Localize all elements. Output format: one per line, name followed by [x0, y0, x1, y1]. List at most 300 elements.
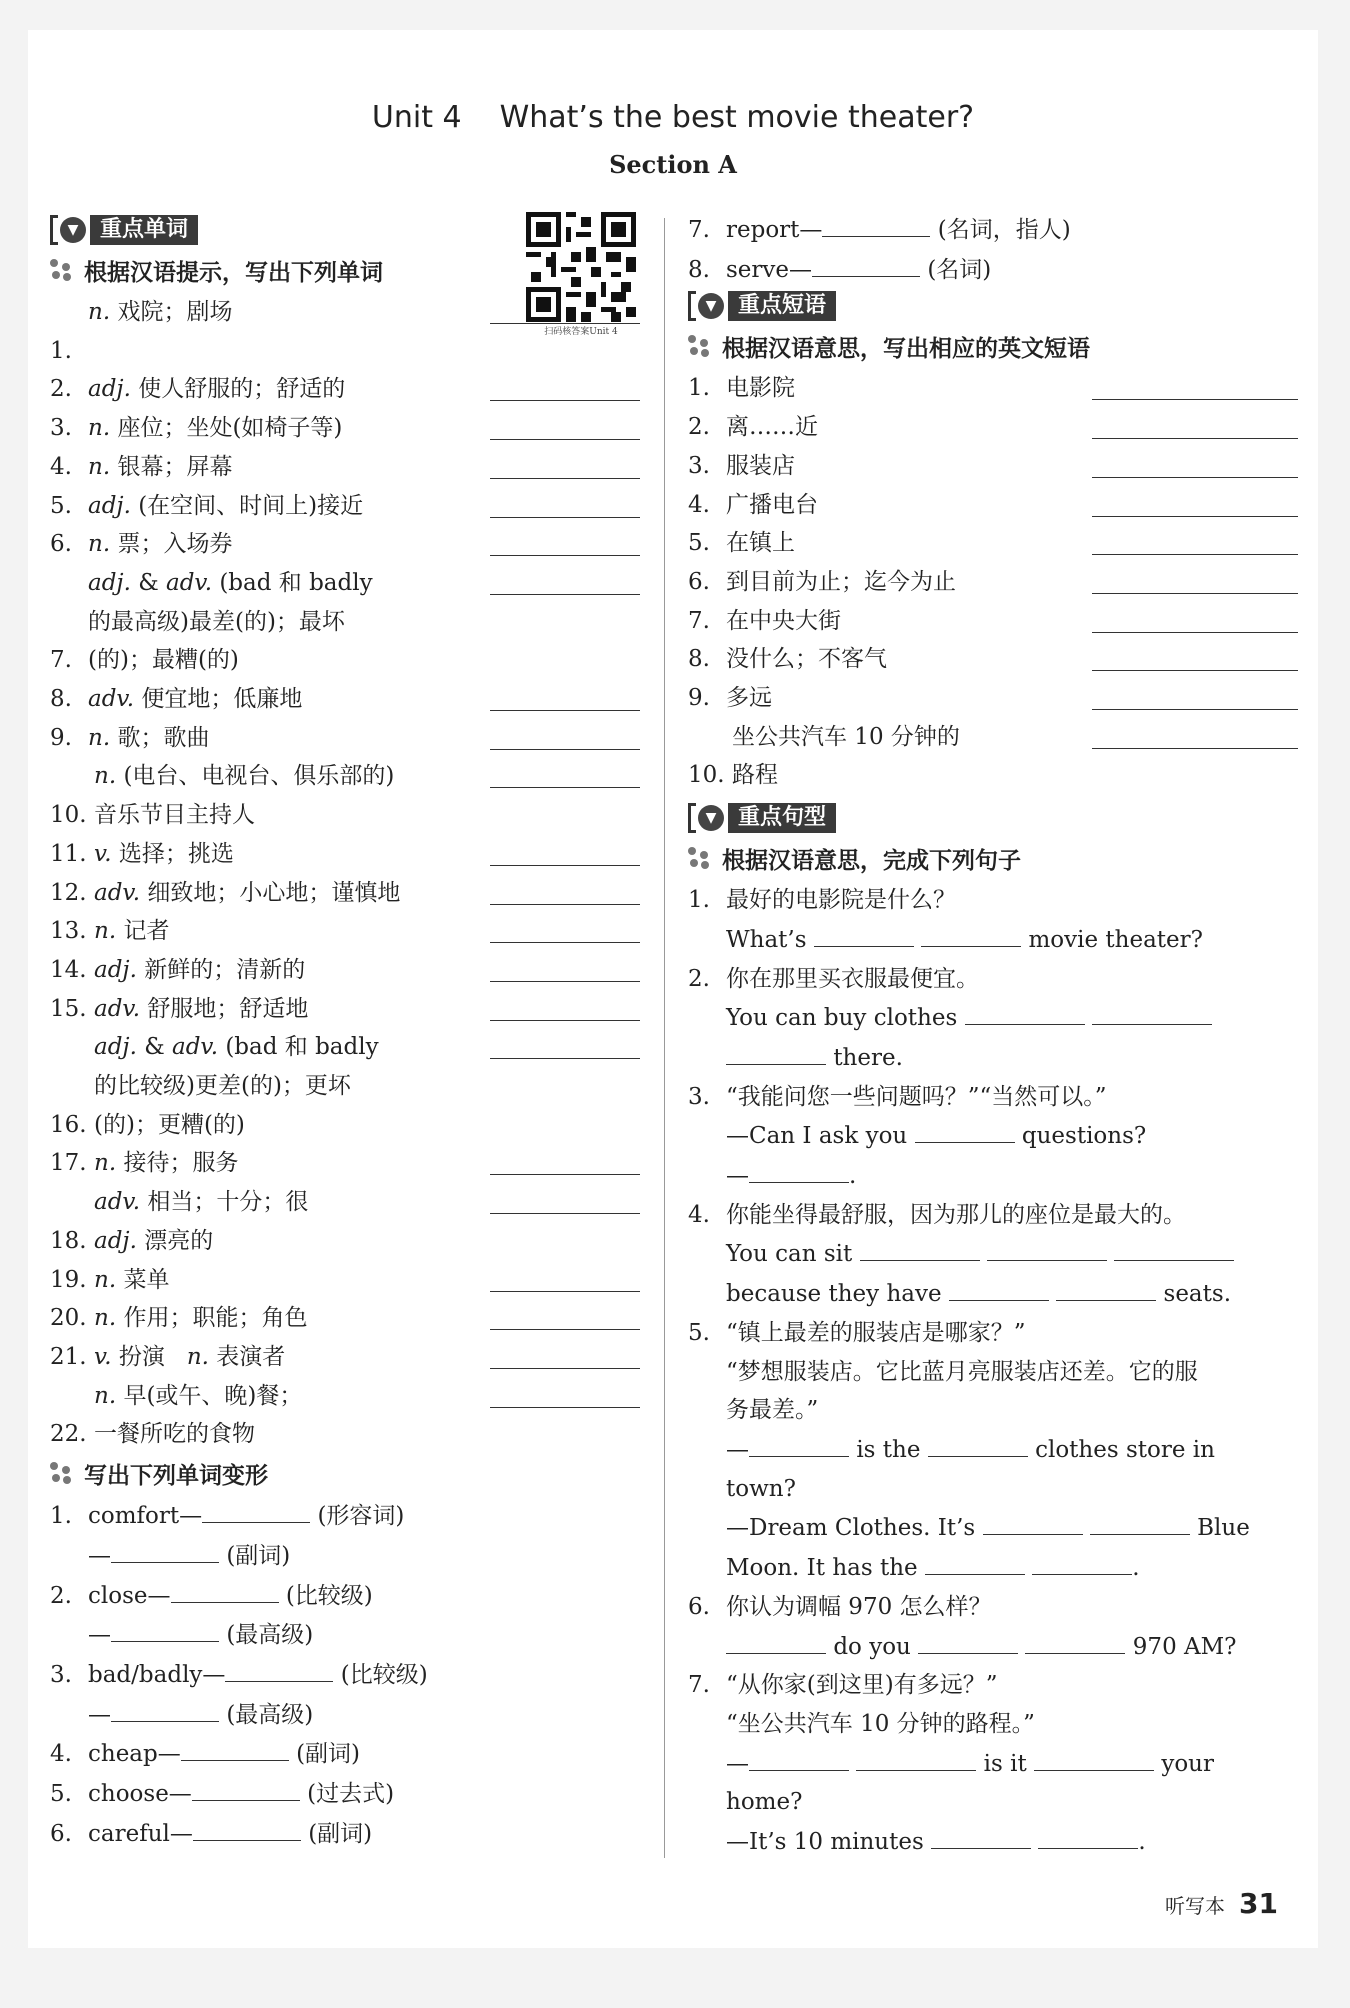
item-number: 3.	[688, 452, 710, 479]
answer-blank[interactable]	[1092, 640, 1298, 671]
list-item	[50, 719, 640, 758]
answer-blank[interactable]	[202, 1496, 310, 1523]
answer-blank[interactable]	[1092, 408, 1298, 439]
item-number: 2.	[50, 1582, 72, 1609]
form-item: — (最高级)	[50, 1615, 640, 1655]
answer-blank[interactable]	[1038, 1822, 1138, 1849]
item-number: 1.	[688, 375, 710, 402]
word: report—	[726, 217, 823, 243]
item-text: 细致地；小心地；谨慎地	[147, 879, 401, 906]
answer-blank[interactable]	[490, 409, 640, 440]
part-of-speech: adj.	[88, 569, 131, 596]
list-item	[50, 1338, 640, 1377]
form-item	[50, 1814, 640, 1854]
form-item	[688, 210, 1298, 250]
item-text: 路程	[732, 762, 778, 789]
dots-icon	[50, 1462, 72, 1484]
part-of-speech: adj.	[94, 1227, 137, 1254]
hint: (比较级)	[340, 1661, 428, 1688]
list-item	[688, 369, 1298, 408]
answer-blank[interactable]	[490, 1377, 640, 1408]
item-number: 5.	[50, 1781, 72, 1808]
sentence-text: is the	[856, 1436, 921, 1463]
item-number: 7.	[50, 647, 72, 674]
list-item	[688, 640, 1298, 679]
item-number: 6.	[688, 568, 710, 595]
list-item	[50, 1028, 640, 1144]
unit-label: Unit 4	[371, 100, 462, 135]
word: choose—	[88, 1781, 192, 1808]
instruction-text: 写出下列单词变形	[84, 1462, 268, 1489]
sentence-text: Blue	[1197, 1515, 1250, 1542]
answer-blank[interactable]	[490, 874, 640, 905]
answer-blank[interactable]	[490, 1299, 640, 1330]
list-item	[50, 1261, 640, 1300]
item-number: 6.	[50, 531, 72, 558]
item-number: 15.	[50, 995, 87, 1022]
answer-blank[interactable]	[814, 920, 914, 947]
item-text: 歌；歌曲	[117, 724, 210, 751]
item-text: 坐公共汽车 10 分钟的	[732, 723, 960, 750]
part-of-speech: n.	[88, 415, 111, 442]
banner-label: 重点单词	[90, 215, 198, 245]
sentence-text: 970 AM?	[1132, 1633, 1237, 1660]
item-number: 7.	[688, 1672, 710, 1699]
item-number: 8.	[688, 646, 710, 673]
item-text: 漂亮的	[144, 1227, 214, 1254]
item-number: 9.	[50, 724, 72, 751]
answer-blank[interactable]	[225, 1655, 333, 1682]
list-item	[50, 293, 640, 370]
answer-blank[interactable]	[171, 1576, 279, 1603]
item-number: 17.	[50, 1150, 87, 1177]
item-text: 表演者	[216, 1343, 286, 1370]
item-text: 接待；服务	[123, 1150, 239, 1177]
list-item	[50, 409, 640, 448]
answer-blank[interactable]	[921, 920, 1021, 947]
sentence-cn: 你在那里买衣服最便宜。	[726, 965, 979, 992]
ampersand: &	[138, 569, 159, 596]
sentence-text: —Can I ask you	[726, 1123, 908, 1150]
item-number: 21.	[50, 1343, 87, 1370]
answer-blank[interactable]	[490, 1183, 640, 1214]
answer-blank[interactable]	[1092, 718, 1298, 749]
form-item	[50, 1655, 640, 1695]
answer-blank[interactable]	[1114, 1234, 1234, 1261]
sentences-banner	[688, 803, 836, 833]
item-text: (的)；最糟(的)	[88, 647, 239, 674]
part-of-speech: n.	[94, 918, 117, 945]
sentence-item	[688, 1666, 1298, 1705]
item-text: 多远	[726, 685, 772, 712]
answer-blank[interactable]	[490, 951, 640, 982]
answer-blank[interactable]	[983, 1508, 1083, 1535]
qr-caption: 扫码核答案Unit 4	[544, 327, 618, 337]
form-item	[50, 1576, 640, 1616]
item-number: 18.	[50, 1227, 87, 1254]
item-text: 的比较级)更差(的)；更坏	[94, 1073, 351, 1100]
item-number: 3.	[50, 1661, 72, 1688]
dots-icon	[688, 335, 710, 357]
answer-blank[interactable]	[1056, 1274, 1156, 1301]
answer-blank[interactable]	[918, 1627, 1018, 1654]
part-of-speech: adv.	[94, 879, 141, 906]
footer-label: 听写本	[1165, 1894, 1226, 1918]
bracket-icon	[688, 291, 696, 321]
list-item	[50, 912, 640, 951]
sentence-cn: 务最差。”	[726, 1397, 819, 1424]
answer-blank[interactable]	[490, 293, 640, 324]
item-number: 6.	[50, 1820, 72, 1847]
chevron-down-icon: ▼	[60, 217, 86, 243]
sentence-item	[688, 1196, 1298, 1235]
item-number: 4.	[688, 491, 710, 518]
left-column	[50, 213, 640, 1853]
form-item	[50, 1774, 640, 1814]
answer-blank[interactable]	[812, 250, 920, 277]
part-of-speech: n.	[186, 1343, 209, 1370]
answer-blank[interactable]	[1092, 563, 1298, 594]
answer-blank[interactable]	[1092, 602, 1298, 633]
list-item	[50, 1144, 640, 1183]
list-item	[688, 486, 1298, 525]
list-item	[50, 370, 640, 409]
sentences-instruction	[688, 841, 1298, 875]
answer-blank[interactable]	[856, 1744, 976, 1771]
item-text: 在镇上	[726, 530, 795, 557]
item-number: 9.	[688, 685, 710, 712]
sentence-line	[688, 1116, 1298, 1156]
item-text: 广播电台	[726, 491, 818, 518]
sentence-text: —	[726, 1750, 749, 1777]
bracket-icon	[50, 215, 58, 245]
sentence-item	[688, 960, 1298, 999]
answer-blank[interactable]	[490, 525, 640, 556]
sentence-item	[688, 1314, 1298, 1353]
sentence-text: questions?	[1021, 1123, 1147, 1150]
answer-blank[interactable]	[928, 1430, 1028, 1457]
sentence-line	[688, 1548, 1298, 1588]
instruction-text: 根据汉语提示，写出下列单词	[84, 259, 383, 286]
item-text: 戏院；剧场	[117, 299, 233, 325]
answer-blank[interactable]	[490, 487, 640, 518]
word: serve—	[726, 256, 813, 283]
sentence-cn: “从你家(到这里)有多远？”	[726, 1672, 998, 1699]
answer-blank[interactable]	[490, 1028, 640, 1059]
sentence-item	[688, 1078, 1298, 1117]
answer-blank[interactable]	[749, 1430, 849, 1457]
part-of-speech: n.	[94, 1305, 117, 1332]
item-text: (在空间、时间上)接近	[138, 492, 364, 519]
item-number: 10.	[50, 802, 87, 829]
part-of-speech: n.	[88, 453, 111, 480]
form-item	[50, 1496, 640, 1536]
list-item	[50, 951, 640, 990]
item-text: 票；入场券	[117, 531, 233, 558]
part-of-speech: n.	[94, 1150, 117, 1177]
sentence-text: because they have	[726, 1281, 942, 1308]
answer-blank[interactable]	[490, 719, 640, 750]
sentence-text: .	[849, 1163, 857, 1190]
item-text: 菜单	[123, 1266, 170, 1293]
form-item: — (副词)	[50, 1536, 640, 1576]
item-text: 服装店	[726, 452, 795, 479]
answer-blank[interactable]	[1092, 369, 1298, 400]
forms-instruction	[50, 1456, 640, 1490]
answer-blank[interactable]	[111, 1695, 219, 1722]
hint: (副词)	[226, 1542, 291, 1569]
list-item	[688, 447, 1298, 486]
answer-blank[interactable]	[860, 1234, 980, 1261]
item-number: 4.	[50, 1741, 72, 1768]
item-number: 5.	[688, 530, 710, 557]
item-number: 11.	[50, 840, 87, 867]
answer-blank[interactable]	[749, 1744, 849, 1771]
item-text: (电台、电视台、俱乐部的)	[123, 763, 395, 790]
bracket-icon	[688, 803, 696, 833]
part-of-speech: adj.	[88, 492, 131, 519]
vocab-banner	[50, 215, 198, 245]
sentence-text: —	[726, 1436, 749, 1463]
answer-blank[interactable]	[490, 835, 640, 866]
page-footer	[1165, 1887, 1278, 1920]
banner-label: 重点句型	[728, 803, 836, 833]
sentence-cn: 最好的电影院是什么？	[726, 887, 956, 914]
part-of-speech: n.	[94, 763, 117, 790]
list-item	[688, 563, 1298, 602]
list-item	[688, 718, 1298, 795]
part-of-speech: adv.	[166, 569, 213, 596]
item-text: 相当；十分；很	[147, 1189, 309, 1216]
item-text: 座位；坐处(如椅子等)	[117, 415, 343, 442]
sentence-cn: 你能坐得最舒服，因为那儿的座位是最大的。	[726, 1201, 1186, 1228]
item-number: 3.	[50, 415, 72, 442]
item-number: 8.	[50, 686, 72, 713]
sentence-cn: “镇上最差的服装店是哪家？”	[726, 1319, 1026, 1346]
hint: (副词)	[308, 1820, 373, 1847]
answer-blank[interactable]	[726, 1627, 826, 1654]
item-number: 5.	[50, 492, 72, 519]
list-item	[50, 757, 640, 834]
item-number: 14.	[50, 956, 87, 983]
answer-blank[interactable]	[490, 1144, 640, 1175]
list-item	[50, 525, 640, 564]
instruction-text: 根据汉语意思，写出相应的英文短语	[722, 335, 1090, 362]
sentence-line	[688, 1038, 1298, 1078]
banner-label: 重点短语	[728, 291, 836, 321]
item-number: 1.	[50, 337, 72, 364]
part-of-speech: n.	[88, 531, 111, 558]
answer-blank[interactable]	[1092, 486, 1298, 517]
sentence-cn: 你认为调幅 970 怎么样？	[726, 1593, 992, 1620]
answer-blank[interactable]	[949, 1274, 1049, 1301]
list-item	[50, 990, 640, 1029]
answer-blank[interactable]	[111, 1615, 219, 1642]
item-number: 20.	[50, 1305, 87, 1332]
list-item	[50, 487, 640, 526]
sentence-cn: “梦想服装店。它比蓝月亮服装店还差。它的服	[726, 1358, 1198, 1385]
item-text: 银幕；屏幕	[117, 453, 233, 480]
answer-blank[interactable]	[490, 912, 640, 943]
part-of-speech: n.	[94, 1266, 117, 1293]
sentence-text: Moon. It has the	[726, 1555, 918, 1582]
sentence-text: home?	[726, 1789, 803, 1816]
item-number: 3.	[688, 1083, 710, 1110]
item-text: 选择；挑选	[118, 840, 234, 867]
list-item	[50, 448, 640, 487]
sentence-text: town?	[726, 1475, 796, 1502]
item-text: (bad 和 badly	[225, 1034, 379, 1061]
item-text: 使人舒服的；舒适的	[138, 376, 346, 403]
item-text: 作用；职能；角色	[123, 1305, 308, 1332]
item-number: 12.	[50, 879, 87, 906]
instruction-text: 根据汉语意思，完成下列句子	[722, 847, 1021, 874]
hint: (最高级)	[226, 1622, 314, 1649]
answer-blank[interactable]	[1092, 524, 1298, 555]
word: cheap—	[88, 1741, 181, 1768]
answer-blank[interactable]	[490, 370, 640, 401]
part-of-speech: n.	[94, 1382, 117, 1409]
answer-blank[interactable]	[181, 1734, 289, 1761]
column-divider	[664, 218, 665, 1858]
word: bad/badly—	[88, 1661, 226, 1688]
word: close—	[88, 1582, 171, 1609]
list-item	[50, 1183, 640, 1260]
sentence-item	[688, 881, 1298, 920]
phrases-banner	[688, 291, 836, 321]
answer-blank[interactable]	[749, 1156, 849, 1183]
item-number: 4.	[50, 453, 72, 480]
sentence-text: You can buy clothes	[726, 1005, 958, 1032]
sentence-line	[688, 1430, 1298, 1470]
item-text: 的最高级)最差(的)；最坏	[88, 608, 345, 635]
sentence-text: your	[1161, 1750, 1214, 1777]
sentence-text: —	[726, 1163, 749, 1190]
answer-blank[interactable]	[490, 757, 640, 788]
hint: (副词)	[296, 1741, 361, 1768]
sentence-text: seats.	[1163, 1281, 1231, 1308]
answer-blank[interactable]	[490, 1261, 640, 1292]
item-text: 音乐节目主持人	[94, 802, 255, 829]
item-number: 10.	[688, 762, 725, 789]
sentence-line	[688, 1822, 1298, 1862]
list-item	[688, 602, 1298, 641]
answer-blank[interactable]	[931, 1822, 1031, 1849]
part-of-speech: adv.	[88, 686, 135, 713]
list-item	[688, 408, 1298, 447]
answer-blank[interactable]	[193, 1814, 301, 1841]
item-number: 4.	[688, 1201, 710, 1228]
item-text: 早(或午、晚)餐；	[123, 1382, 303, 1409]
item-text: 离……近	[726, 414, 818, 441]
sentence-text: clothes store in	[1035, 1436, 1215, 1463]
answer-blank[interactable]	[915, 1116, 1015, 1143]
item-number: 2.	[688, 414, 710, 441]
item-text: (bad 和 badly	[219, 569, 373, 596]
answer-blank[interactable]	[490, 1338, 640, 1369]
item-text: (的)；更糟(的)	[94, 1111, 245, 1138]
item-number: 1.	[688, 887, 710, 914]
item-number: 7.	[688, 217, 710, 243]
answer-blank[interactable]	[726, 1038, 826, 1065]
list-item	[688, 524, 1298, 563]
answer-blank[interactable]	[490, 680, 640, 711]
right-column	[688, 210, 1298, 1862]
answer-blank[interactable]	[192, 1774, 300, 1801]
list-item	[50, 835, 640, 874]
item-number: 19.	[50, 1266, 87, 1293]
answer-blank[interactable]	[822, 210, 930, 237]
item-text: 到目前为止；迄今为止	[726, 568, 956, 595]
list-item	[50, 1377, 640, 1454]
answer-blank[interactable]	[965, 998, 1085, 1025]
answer-blank[interactable]	[111, 1536, 219, 1563]
hint: (最高级)	[226, 1701, 314, 1728]
part-of-speech: adv.	[94, 1189, 141, 1216]
item-number: 1.	[50, 1503, 72, 1530]
answer-blank[interactable]	[925, 1548, 1025, 1575]
list-item	[50, 874, 640, 913]
form-item	[688, 250, 1298, 290]
answer-blank[interactable]	[1034, 1744, 1154, 1771]
sentence-cn: “坐公共汽车 10 分钟的路程。”	[726, 1710, 1035, 1737]
item-number: 6.	[688, 1593, 710, 1620]
hint: (名词)	[927, 256, 992, 283]
answer-blank[interactable]	[490, 990, 640, 1021]
answer-blank[interactable]	[490, 448, 640, 479]
sentence-line	[688, 920, 1298, 960]
part-of-speech: adv.	[94, 995, 141, 1022]
item-number: 2.	[50, 376, 72, 403]
sentence-line	[688, 1156, 1298, 1196]
answer-blank[interactable]	[490, 564, 640, 595]
answer-blank[interactable]	[1092, 447, 1298, 478]
part-of-speech: adj.	[94, 956, 137, 983]
unit-title: What’s the best movie theater?	[499, 100, 975, 135]
hint: (过去式)	[307, 1781, 395, 1808]
sentence-text: do you	[833, 1633, 911, 1660]
answer-blank[interactable]	[1092, 998, 1212, 1025]
page-title	[28, 100, 1318, 135]
part-of-speech: adv.	[172, 1034, 219, 1061]
item-number: 22.	[50, 1421, 87, 1448]
part-of-speech: adj.	[94, 1034, 137, 1061]
part-of-speech: n.	[88, 724, 111, 751]
answer-blank[interactable]	[1032, 1548, 1132, 1575]
form-item	[50, 1734, 640, 1774]
hint: (比较级)	[285, 1582, 373, 1609]
sentence-line	[688, 1627, 1298, 1667]
list-item	[50, 680, 640, 719]
answer-blank[interactable]	[1092, 679, 1298, 710]
ampersand: &	[144, 1034, 165, 1061]
item-text: 电影院	[726, 375, 795, 402]
sentence-text: there.	[833, 1044, 903, 1071]
sentence-text: .	[1132, 1555, 1140, 1582]
sentence-text: What’s	[726, 926, 807, 953]
item-number: 7.	[688, 607, 710, 634]
part-of-speech: n.	[88, 299, 111, 325]
answer-blank[interactable]	[987, 1234, 1107, 1261]
item-number: 16.	[50, 1111, 87, 1138]
sentence-text: —It’s 10 minutes	[726, 1829, 924, 1856]
item-number: 8.	[688, 256, 710, 283]
part-of-speech: adj.	[88, 376, 131, 403]
item-number: 5.	[688, 1319, 710, 1346]
answer-blank[interactable]	[1090, 1508, 1190, 1535]
answer-blank[interactable]	[1025, 1627, 1125, 1654]
item-text: 一餐所吃的食物	[94, 1421, 255, 1448]
